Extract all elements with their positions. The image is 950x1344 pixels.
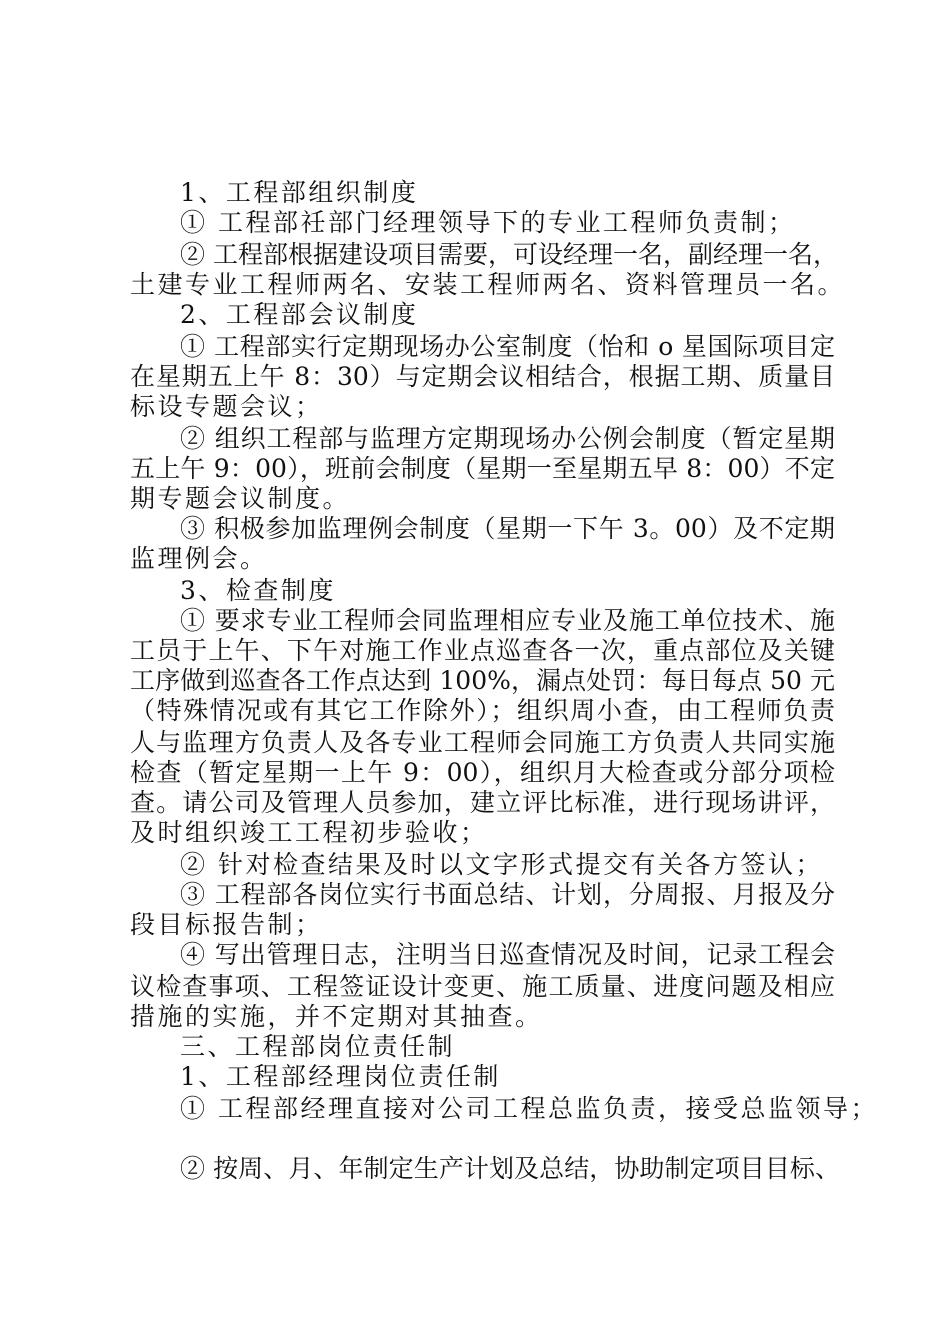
paragraph-line: 查。请公司及管理人员参加，建立评比标准，进行现场讲评， (130, 788, 835, 817)
paragraph-line: ② 组织工程部与监理方定期现场办公例会制度（暂定星期 (180, 424, 835, 453)
section-heading: 2、工程部会议制度 (180, 300, 419, 329)
paragraph-line: ① 要求专业工程师会同监理相应专业及施工单位技术、施 (180, 606, 835, 635)
paragraph-line: 监理例会。 (130, 544, 268, 573)
paragraph-line: ② 针对检查结果及时以文字形式提交有关各方签认； (180, 850, 823, 879)
paragraph-line: 五上午 9：00），班前会制度（星期一至星期五早 8：00）不定 (130, 454, 835, 483)
paragraph-line: ④ 写出管理日志，注明当日巡查情况及时间，记录工程会 (180, 940, 835, 969)
paragraph-line: ② 工程部根据建设项目需要，可设经理一名，副经理一名， (180, 240, 838, 269)
paragraph-line: 段目标报告制； (130, 910, 323, 939)
paragraph-line: ② 按周、月、年制定生产计划及总结，协助制定项目目标、 (180, 1154, 840, 1183)
paragraph-line: 议检查事项、工程签证设计变更、施工质量、进度问题及相应 (130, 972, 835, 1001)
paragraph-line: 标设专题会议； (130, 392, 323, 421)
paragraph-line: 期专题会议制度。 (130, 484, 351, 513)
section-heading: 1、工程部组织制度 (180, 178, 419, 207)
paragraph-line: ③ 积极参加监理例会制度（星期一下午 3。00）及不定期 (180, 514, 835, 543)
paragraph-line: ① 工程部实行定期现场办公室制度（怡和 o 星国际项目定 (180, 332, 835, 361)
section-heading: 1、工程部经理岗位责任制 (180, 1062, 501, 1091)
paragraph-line: （特殊情况或有其它工作除外）；组织周小查，由工程师负责 (130, 696, 835, 725)
paragraph-line: 措施的实施，并不定期对其抽查。 (130, 1002, 543, 1031)
paragraph-line: 检查（暂定星期一上午 9：00），组织月大检查或分部分项检 (130, 758, 835, 787)
paragraph-line: ① 工程部祍部门经理领导下的专业工程师负责制； (180, 208, 796, 237)
paragraph-line: 工序做到巡查各工作点达到 100%，漏点处罚：每日每点 50 元 (130, 666, 835, 695)
paragraph-line: ③ 工程部各岗位实行书面总结、计划，分周报、月报及分 (180, 880, 835, 909)
paragraph-line: 土建专业工程师两名、安装工程师两名、资料管理员一名。 (130, 270, 846, 299)
paragraph-line: 及时组织竣工工程初步验收； (130, 818, 488, 847)
paragraph-line: 在星期五上午 8：30）与定期会议相结合，根据工期、质量目 (130, 362, 835, 391)
paragraph-line: 人与监理方负责人及各专业工程师会同施工方负责人共同实施 (130, 728, 835, 757)
section-heading: 3、检查制度 (180, 576, 336, 605)
paragraph-line: ① 工程部经理直接对公司工程总监负责，接受总监领导； (180, 1094, 878, 1123)
paragraph-line: 工员于上午、下午对施工作业点巡查各一次，重点部位及关键 (130, 636, 835, 665)
section-heading: 三、工程部岗位责任制 (180, 1032, 456, 1061)
